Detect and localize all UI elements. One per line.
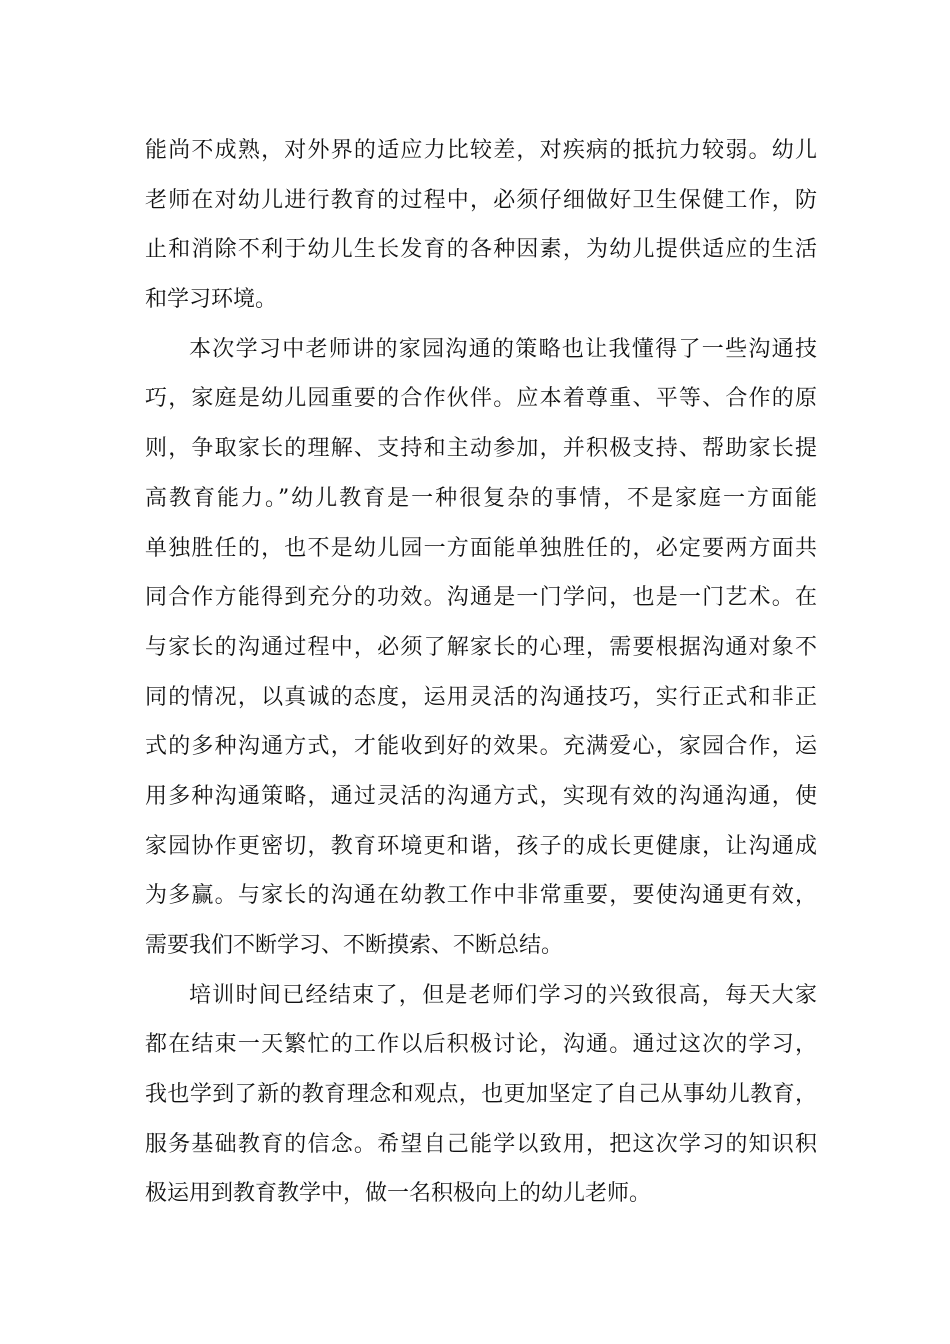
text-line: 单独胜任的，也不是幼儿园一方面能单独胜任的，必定要两方面共	[145, 535, 817, 561]
text-line: 同的情况，以真诚的态度，运用灵活的沟通技巧，实行正式和非正	[145, 684, 817, 710]
text-line: 老师在对幼儿进行教育的过程中，必须仔细做好卫生保健工作，防	[145, 187, 817, 213]
text-line: 极运用到教育教学中，做一名积极向上的幼儿老师。	[145, 1181, 652, 1207]
text-line: 需要我们不断学习、不断摸索、不断总结。	[145, 933, 564, 958]
body-text	[145, 126, 817, 1219]
text-line: 式的多种沟通方式，才能收到好的效果。充满爱心，家园合作，运	[145, 734, 817, 760]
text-line: 我也学到了新的教育理念和观点，也更加坚定了自己从事幼儿教育，	[145, 1082, 817, 1108]
text-line: 为多赢。与家长的沟通在幼教工作中非常重要，要使沟通更有效，	[145, 883, 817, 909]
paragraph-3	[145, 971, 817, 1219]
text-line: 高教育能力。”幼儿教育是一种很复杂的事情，不是家庭一方面能	[145, 485, 817, 511]
text-line: 家园协作更密切，教育环境更和谐，孩子的成长更健康，让沟通成	[145, 833, 817, 859]
text-line: 服务基础教育的信念。希望自己能学以致用，把这次学习的知识积	[145, 1131, 817, 1157]
text-line: 止和消除不利于幼儿生长发育的各种因素，为幼儿提供适应的生活	[145, 237, 817, 263]
paragraph-2	[145, 325, 817, 971]
text-line: 和学习环境。	[145, 287, 278, 313]
text-line: 培训时间已经结束了，但是老师们学习的兴致很高，每天大家	[189, 982, 817, 1008]
text-line: 能尚不成熟，对外界的适应力比较差，对疾病的抵抗力较弱。幼儿	[145, 138, 817, 163]
text-line: 都在结束一天繁忙的工作以后积极讨论，沟通。通过这次的学习，	[145, 1032, 817, 1058]
paragraph-1	[145, 126, 817, 325]
text-line: 巧，家庭是幼儿园重要的合作伙伴。应本着尊重、平等、合作的原	[145, 386, 817, 412]
text-line: 与家长的沟通过程中，必须了解家长的心理，需要根据沟通对象不	[145, 634, 817, 660]
text-line: 同合作方能得到充分的功效。沟通是一门学问，也是一门艺术。在	[145, 585, 817, 611]
text-line: 用多种沟通策略，通过灵活的沟通方式，实现有效的沟通沟通，使	[145, 783, 817, 809]
text-line: 本次学习中老师讲的家园沟通的策略也让我懂得了一些沟通技	[189, 336, 817, 362]
text-line: 则，争取家长的理解、支持和主动参加，并积极支持、帮助家长提	[145, 436, 817, 462]
